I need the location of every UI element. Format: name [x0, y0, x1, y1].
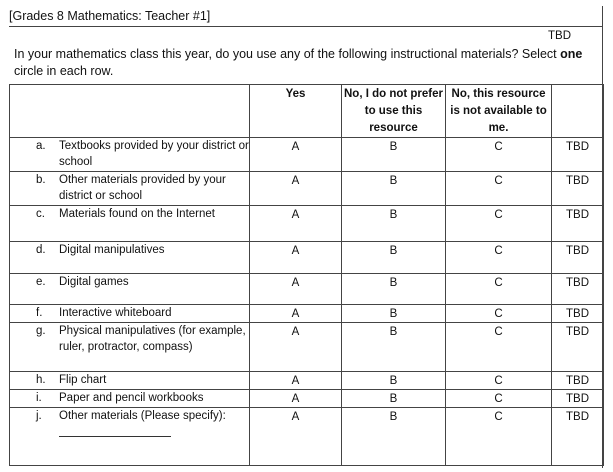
option-no-available[interactable]: C	[446, 206, 552, 242]
table-row	[10, 305, 604, 323]
option-no-available[interactable]: C	[446, 172, 552, 206]
item-cell	[10, 408, 250, 466]
item-cell	[10, 323, 250, 372]
item-letter: b.	[36, 174, 46, 186]
table-row	[10, 390, 604, 408]
option-no-prefer[interactable]: B	[342, 408, 446, 466]
tbd-cell: TBD	[552, 206, 604, 242]
option-yes[interactable]: A	[250, 242, 342, 274]
col-header-item	[10, 85, 250, 138]
item-letter: g.	[36, 325, 46, 337]
table-row	[10, 138, 604, 172]
option-no-prefer[interactable]: B	[342, 206, 446, 242]
option-yes[interactable]: A	[250, 305, 342, 323]
table-row	[10, 206, 604, 242]
option-no-available[interactable]: C	[446, 408, 552, 466]
item-label: Physical manipulatives (for example, ruler, protractor, compass)	[59, 325, 246, 353]
table-row	[10, 323, 604, 372]
option-no-prefer[interactable]: B	[342, 274, 446, 305]
item-label: Interactive whiteboard	[59, 307, 172, 319]
table-row	[10, 408, 604, 466]
option-yes[interactable]: A	[250, 323, 342, 372]
option-no-prefer[interactable]: B	[342, 390, 446, 408]
option-no-available[interactable]: C	[446, 274, 552, 305]
option-no-available[interactable]: C	[446, 305, 552, 323]
item-label: Digital games	[59, 276, 129, 288]
option-yes[interactable]: A	[250, 408, 342, 466]
item-cell	[10, 274, 250, 305]
item-cell	[10, 305, 250, 323]
table-row	[10, 274, 604, 305]
response-table	[9, 84, 604, 466]
item-label: Digital manipulatives	[59, 244, 165, 256]
option-no-available[interactable]: C	[446, 323, 552, 372]
item-letter: e.	[36, 276, 46, 288]
tbd-cell: TBD	[552, 408, 604, 466]
tbd-cell: TBD	[552, 372, 604, 390]
question-text: In your mathematics class this year, do you use any of the following instructional materials? Select one circle in each row.	[14, 47, 583, 78]
table-row	[10, 242, 604, 274]
col-header-no-prefer: No, I do not prefer to use this resource	[342, 85, 446, 138]
item-label: Other materials (Please specify):	[59, 410, 226, 422]
option-no-available[interactable]: C	[446, 242, 552, 274]
item-label: Paper and pencil workbooks	[59, 392, 204, 404]
option-no-available[interactable]: C	[446, 372, 552, 390]
item-label: Textbooks provided by your district or school	[59, 140, 249, 168]
col-header-no-available: No, this resource is not available to me.	[446, 85, 552, 138]
option-no-prefer[interactable]: B	[342, 305, 446, 323]
option-yes[interactable]: A	[250, 172, 342, 206]
question-emphasis: one	[560, 47, 583, 61]
option-no-prefer[interactable]: B	[342, 242, 446, 274]
item-letter: f.	[36, 307, 43, 319]
option-yes[interactable]: A	[250, 390, 342, 408]
tbd-cell: TBD	[552, 305, 604, 323]
tbd-header: TBD	[548, 30, 571, 42]
option-no-available[interactable]: C	[446, 390, 552, 408]
item-label: Other materials provided by your district or school	[59, 174, 226, 202]
col-header-yes: Yes	[250, 85, 342, 138]
tbd-cell: TBD	[552, 274, 604, 305]
option-yes[interactable]: A	[250, 372, 342, 390]
header-row	[10, 85, 604, 138]
item-cell	[10, 138, 250, 172]
specify-blank[interactable]	[59, 430, 171, 437]
tbd-cell: TBD	[552, 242, 604, 274]
table-row	[10, 172, 604, 206]
item-cell	[10, 172, 250, 206]
item-letter: j.	[36, 410, 42, 422]
item-cell	[10, 372, 250, 390]
item-cell	[10, 206, 250, 242]
tbd-cell: TBD	[552, 390, 604, 408]
tbd-cell: TBD	[552, 172, 604, 206]
option-no-available[interactable]: C	[446, 138, 552, 172]
option-no-prefer[interactable]: B	[342, 323, 446, 372]
col-header-tbd	[552, 85, 604, 138]
option-yes[interactable]: A	[250, 206, 342, 242]
option-yes[interactable]: A	[250, 274, 342, 305]
item-cell	[10, 242, 250, 274]
option-no-prefer[interactable]: B	[342, 372, 446, 390]
item-letter: h.	[36, 374, 46, 386]
item-letter: a.	[36, 140, 46, 152]
item-cell	[10, 390, 250, 408]
tbd-cell: TBD	[552, 138, 604, 172]
option-yes[interactable]: A	[250, 138, 342, 172]
page-title: [Grades 8 Mathematics: Teacher #1]	[9, 9, 211, 23]
header-divider	[9, 26, 603, 27]
option-no-prefer[interactable]: B	[342, 172, 446, 206]
item-letter: i.	[36, 392, 42, 404]
tbd-cell: TBD	[552, 323, 604, 372]
item-label: Flip chart	[59, 374, 107, 386]
item-letter: c.	[36, 208, 45, 220]
option-no-prefer[interactable]: B	[342, 138, 446, 172]
table-row	[10, 372, 604, 390]
item-label: Materials found on the Internet	[59, 208, 215, 220]
item-letter: d.	[36, 244, 46, 256]
